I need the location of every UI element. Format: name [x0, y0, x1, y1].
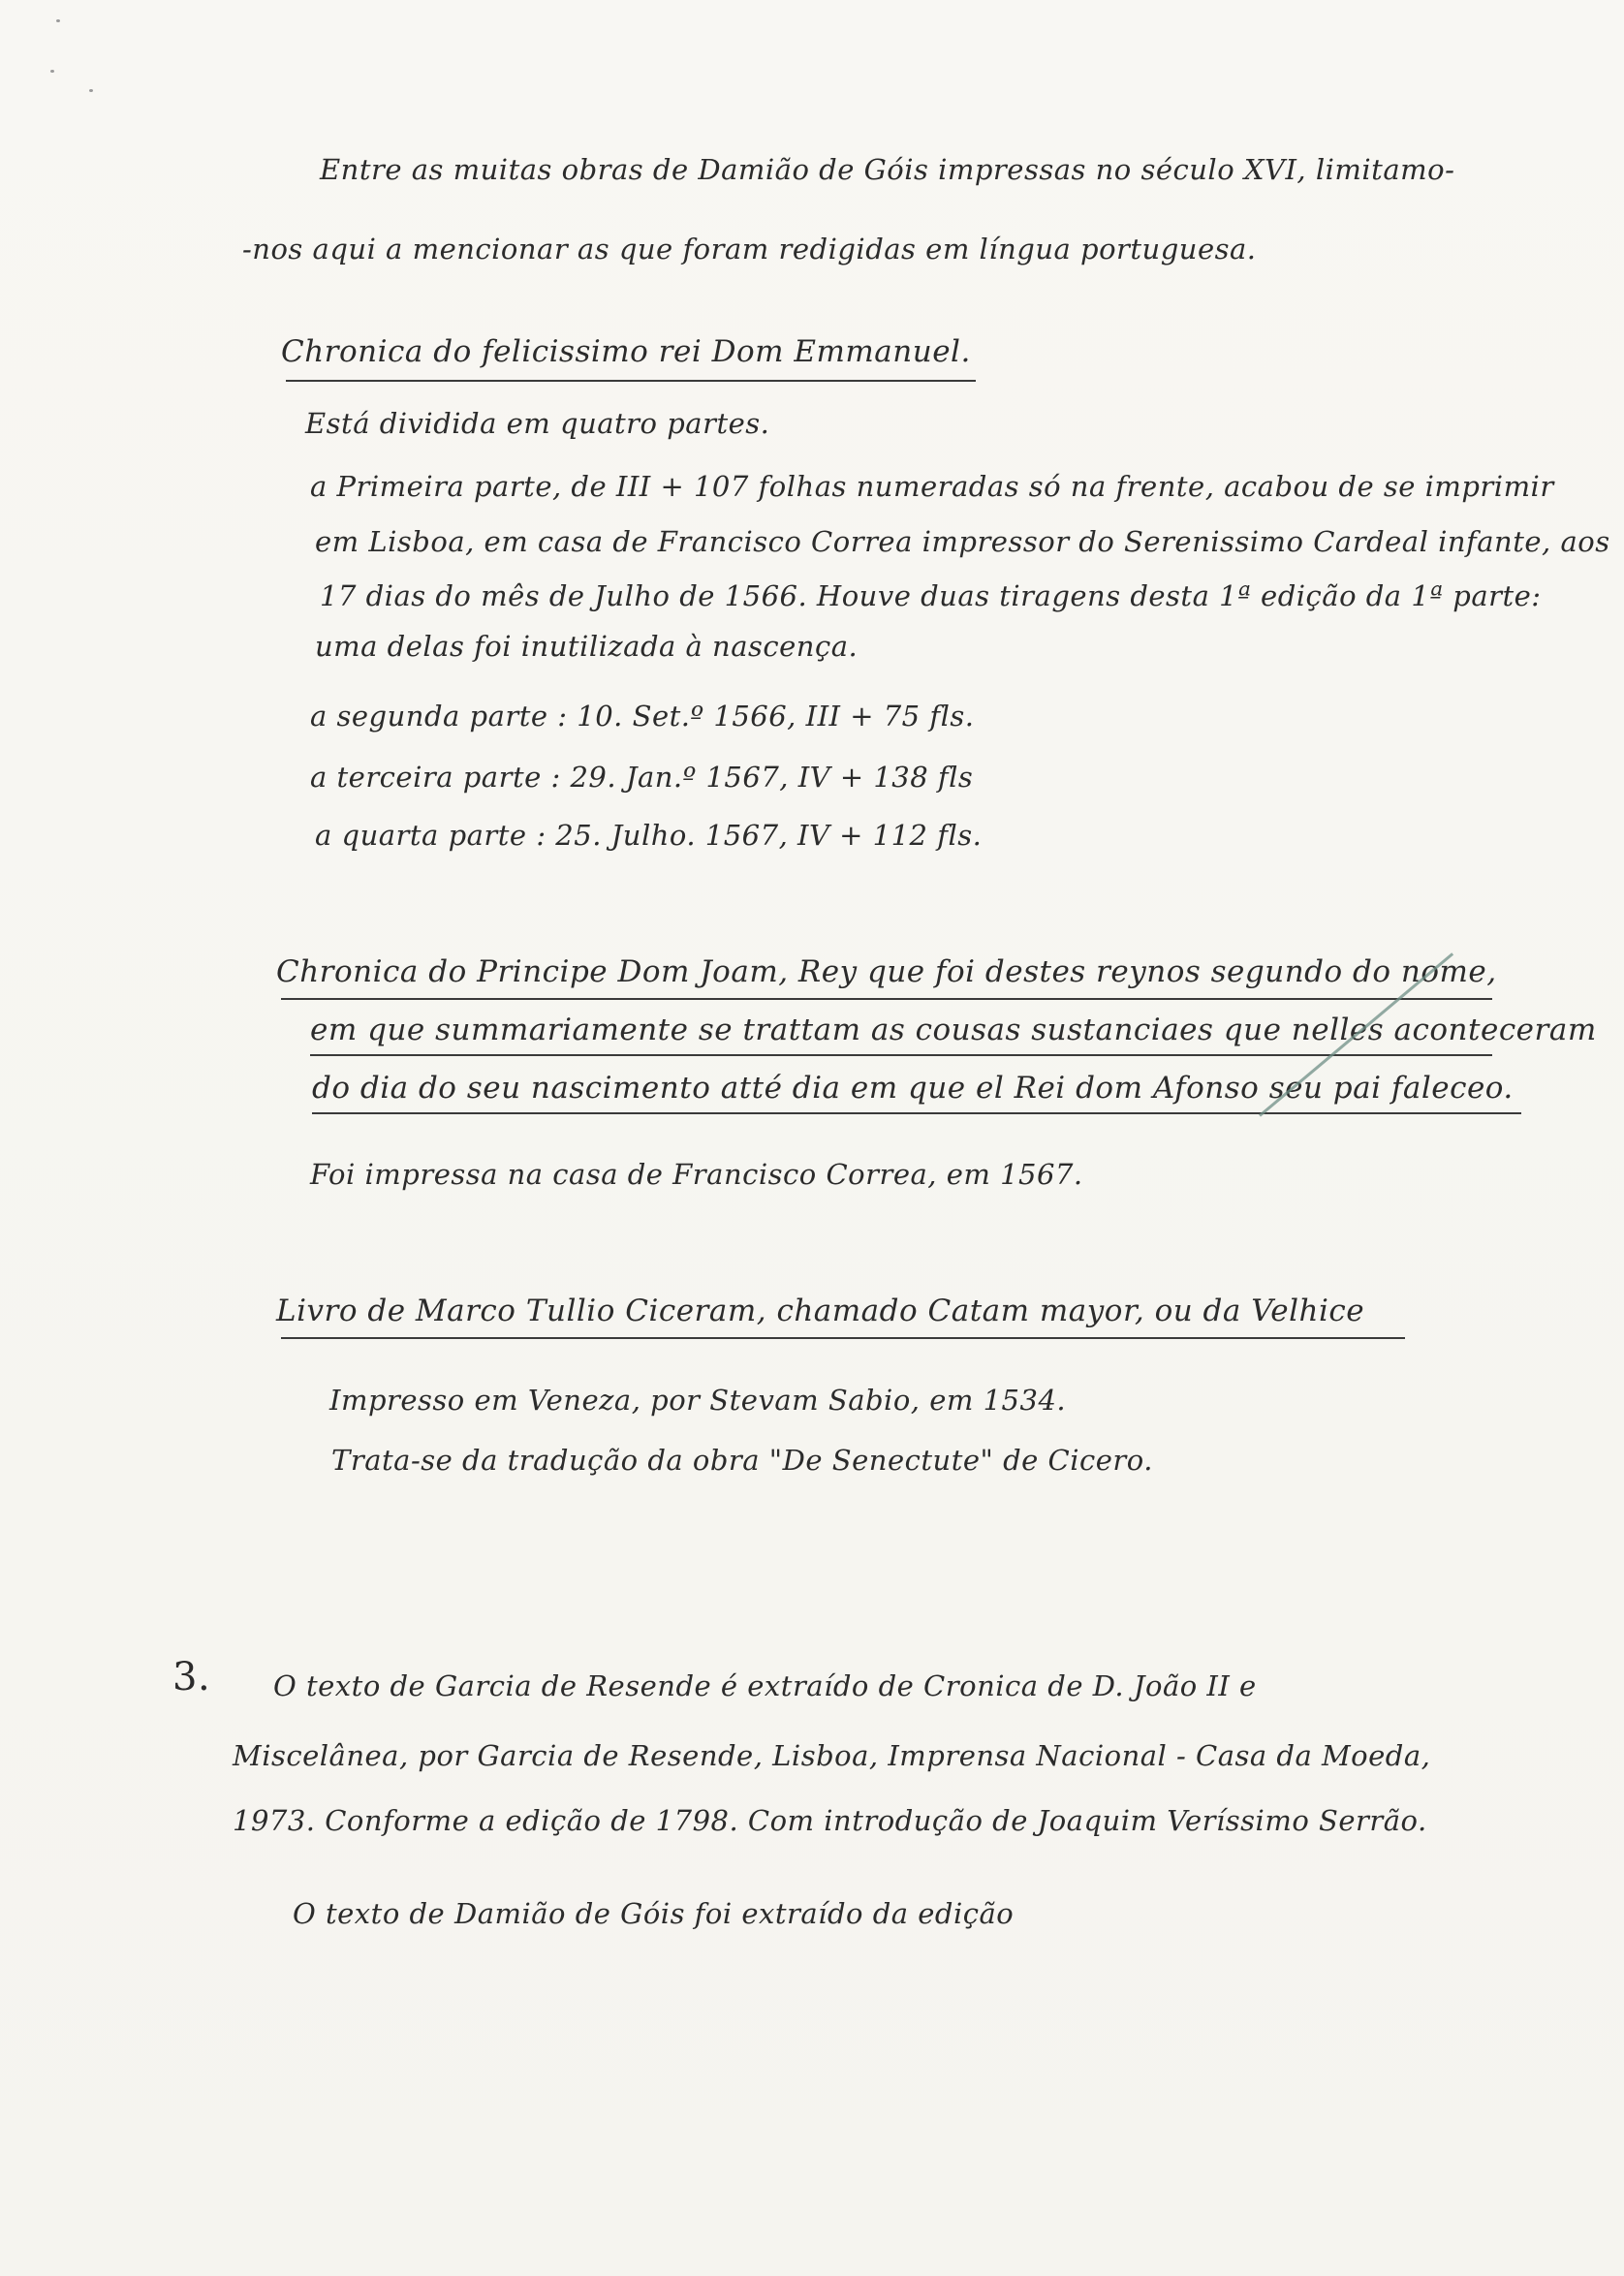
section1-line: a quarta parte : 25. Julho. 1567, IV + 112 fls. — [315, 819, 983, 852]
section1-line: em Lisboa, em casa de Francisco Correa impressor do Serenissimo Cardeal infante, aos — [315, 525, 1610, 558]
section1-line: a Primeira parte, de III + 107 folhas numeradas só na frente, acabou de se imprimir — [310, 470, 1554, 503]
footnote-line: Miscelânea, por Garcia de Resende, Lisboa, Imprensa Nacional - Casa da Moeda, — [233, 1739, 1431, 1772]
section2-title-line-2: em que summariamente se trattam as cousas sustanciaes que nelles aconteceram — [310, 1013, 1597, 1047]
footnote-number: 3. — [172, 1655, 211, 1699]
section3-line: Impresso em Veneza, por Stevam Sabio, em 1534. — [329, 1384, 1067, 1417]
intro-line-1: Entre as muitas obras de Damião de Góis impressas no século XVI, limitamo- — [320, 153, 1455, 186]
section2-title-line-1: Chronica do Principe Dom Joam, Rey que foi destes reynos segundo do nome, — [276, 954, 1497, 989]
section3-title: Livro de Marco Tullio Ciceram, chamado Catam mayor, ou da Velhice — [276, 1294, 1365, 1328]
section1-line: uma delas foi inutilizada à nascença. — [315, 630, 859, 663]
section2-title-line-3: do dia do seu nascimento atté dia em que el Rei dom Afonso seu pai faleceo. — [312, 1071, 1514, 1106]
section2-note: Foi impressa na casa de Francisco Correa, em 1567. — [310, 1158, 1083, 1191]
section2-underline-2 — [310, 1054, 1492, 1056]
footnote-line: O texto de Damião de Góis foi extraído da edição — [293, 1897, 1015, 1930]
section1-title-underline — [286, 380, 976, 382]
section2-underline-3 — [312, 1112, 1521, 1114]
footnote-line: O texto de Garcia de Resende é extraído de Cronica de D. João II e — [273, 1669, 1257, 1702]
section1-title: Chronica do felicissimo rei Dom Emmanuel. — [281, 334, 971, 369]
section1-line: a terceira parte : 29. Jan.º 1567, IV + 138 fls — [310, 761, 974, 794]
footnote-line: 1973. Conforme a edição de 1798. Com introdução de Joaquim Veríssimo Serrão. — [233, 1804, 1427, 1837]
section3-line: Trata-se da tradução da obra "De Senectute" de Cicero. — [331, 1444, 1153, 1477]
intro-line-2: -nos aqui a mencionar as que foram redigidas em língua portuguesa. — [242, 233, 1257, 265]
section3-title-underline — [281, 1337, 1405, 1339]
paper-speck — [89, 89, 93, 92]
paper-speck — [50, 70, 54, 73]
section2-underline-1 — [281, 998, 1492, 1000]
paper-speck — [56, 19, 60, 22]
section1-line: Está dividida em quatro partes. — [305, 407, 770, 440]
section1-line: a segunda parte : 10. Set.º 1566, III + 75 fls. — [310, 700, 975, 733]
section1-line: 17 dias do mês de Julho de 1566. Houve duas tiragens desta 1ª edição da 1ª parte: — [320, 579, 1542, 612]
